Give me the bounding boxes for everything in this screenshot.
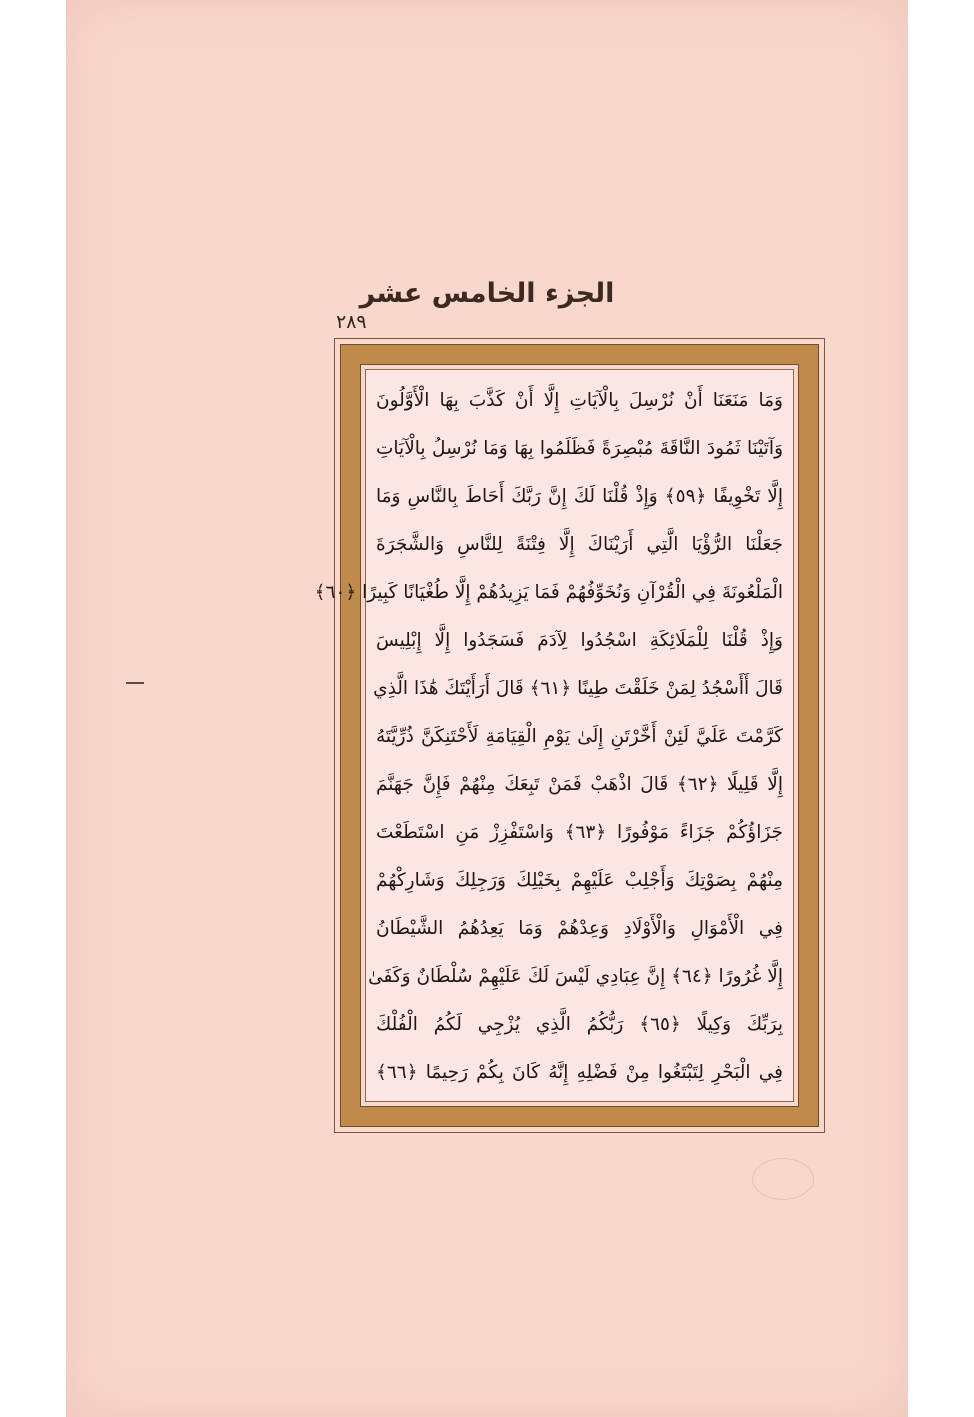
right-margin bbox=[908, 0, 974, 1417]
verse-line-13: إِلَّا غُرُورًا ﴿٦٤﴾ إِنَّ عِبَادِي لَيْسَ لَكَ عَلَيْهِمْ سُلْطَانٌ وَكَفَىٰ bbox=[368, 966, 783, 987]
verse-line-7: قَالَ أَأَسْجُدُ لِمَنْ خَلَقْتَ طِينًا ﴿٦١﴾ قَالَ أَرَأَيْتَكَ هَٰذَا الَّذِي bbox=[373, 678, 783, 699]
verse-line-2: وَآتَيْنَا ثَمُودَ النَّاقَةَ مُبْصِرَةً فَظَلَمُوا بِهَا وَمَا نُرْسِلُ بِالْآيَاتِ bbox=[376, 438, 783, 459]
verse-line-11: مِنْهُمْ بِصَوْتِكَ وَأَجْلِبْ عَلَيْهِمْ بِخَيْلِكَ وَرَجِلِكَ وَشَارِكْهُمْ bbox=[376, 870, 783, 891]
verse-line-1: وَمَا مَنَعَنَا أَنْ نُرْسِلَ بِالْآيَاتِ إِلَّا أَنْ كَذَّبَ بِهَا الْأَوَّلُونَ bbox=[376, 390, 783, 411]
left-margin bbox=[0, 0, 66, 1417]
verse-line-6: وَإِذْ قُلْنَا لِلْمَلَائِكَةِ اسْجُدُوا لِآدَمَ فَسَجَدُوا إِلَّا إِبْلِيسَ bbox=[376, 630, 783, 651]
margin-dash bbox=[126, 682, 144, 684]
verse-line-15: فِي الْبَحْرِ لِتَبْتَغُوا مِنْ فَضْلِهِ إِنَّهُ كَانَ بِكُمْ رَحِيمًا ﴿٦٦﴾ bbox=[376, 1062, 783, 1083]
verse-line-10: جَزَاؤُكُمْ جَزَاءً مَوْفُورًا ﴿٦٣﴾ وَاسْتَفْزِزْ مَنِ اسْتَطَعْتَ bbox=[376, 822, 783, 843]
verse-line-9: إِلَّا قَلِيلًا ﴿٦٢﴾ قَالَ اذْهَبْ فَمَنْ تَبِعَكَ مِنْهُمْ فَإِنَّ جَهَنَّمَ bbox=[376, 774, 783, 795]
juz-title: الجزء الخامس عشر bbox=[359, 278, 615, 309]
verse-line-12: فِي الْأَمْوَالِ وَالْأَوْلَادِ وَعِدْهُمْ وَمَا يَعِدُهُمُ الشَّيْطَانُ bbox=[376, 918, 783, 939]
faint-ink-stain bbox=[752, 1158, 814, 1200]
verse-line-8: كَرَّمْتَ عَلَيَّ لَئِنْ أَخَّرْتَنِ إِلَىٰ يَوْمِ الْقِيَامَةِ لَأَحْتَنِكَنَّ ذُرِّيَّتَهُ bbox=[376, 726, 783, 747]
verse-line-5: الْمَلْعُونَةَ فِي الْقُرْآنِ وَنُخَوِّفُهُمْ فَمَا يَزِيدُهُمْ إِلَّا طُغْيَانًا كَبِيرًا ﴿٦٠﴾ bbox=[314, 582, 783, 603]
verse-line-4: جَعَلْنَا الرُّؤْيَا الَّتِي أَرَيْنَاكَ إِلَّا فِتْنَةً لِلنَّاسِ وَالشَّجَرَةَ bbox=[376, 534, 783, 555]
verse-line-3: إِلَّا تَخْوِيفًا ﴿٥٩﴾ وَإِذْ قُلْنَا لَكَ إِنَّ رَبَّكَ أَحَاطَ بِالنَّاسِ وَمَا bbox=[376, 486, 783, 507]
page-number: ٢٨٩ bbox=[336, 311, 367, 333]
verse-line-14: بِرَبِّكَ وَكِيلًا ﴿٦٥﴾ رَبُّكُمُ الَّذِي يُزْجِي لَكُمُ الْفُلْكَ bbox=[376, 1014, 783, 1035]
verse-text-panel bbox=[314, 369, 794, 1102]
